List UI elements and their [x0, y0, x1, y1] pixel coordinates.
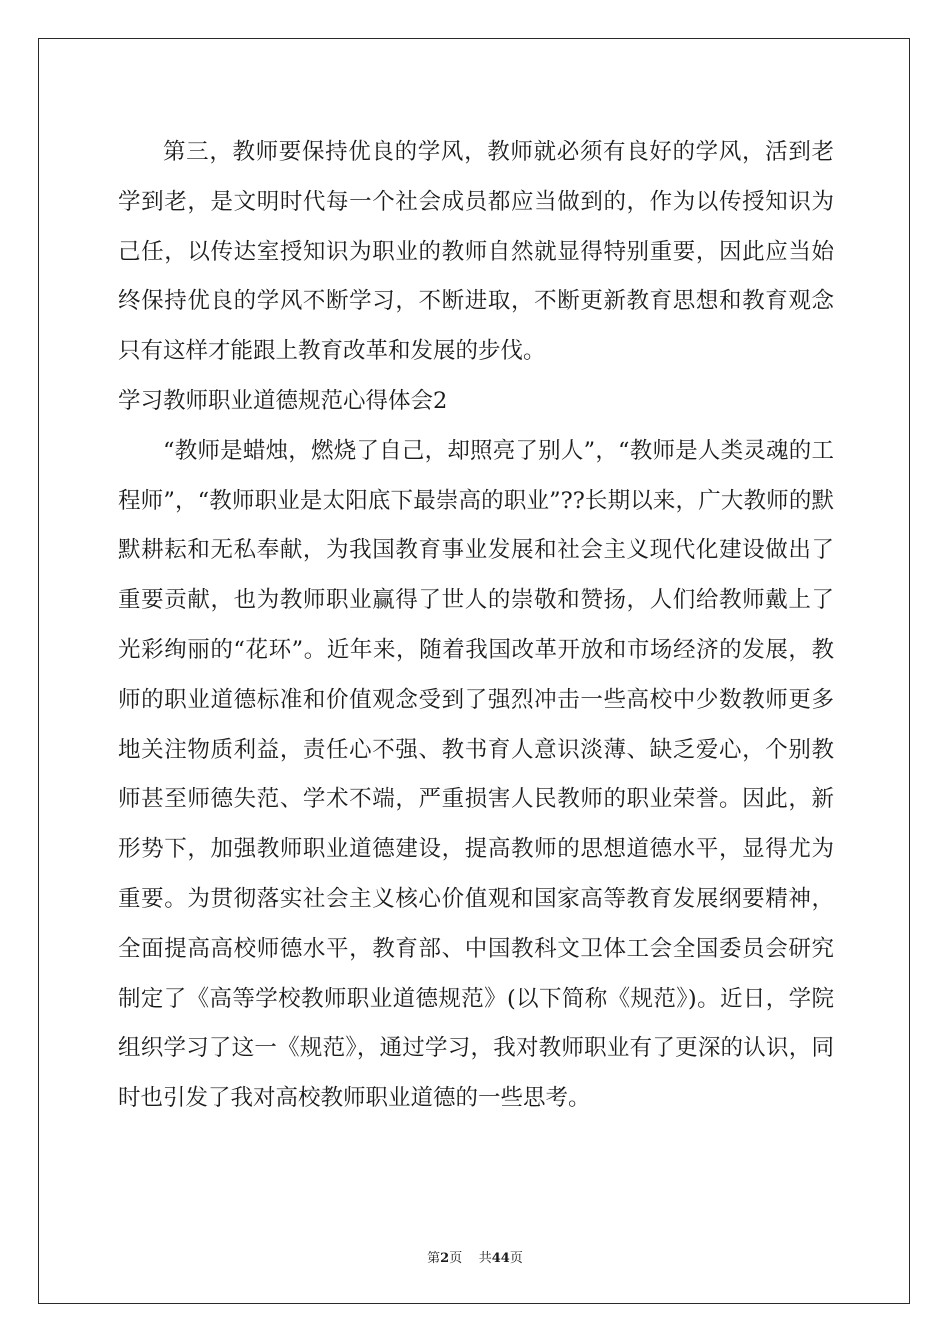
total-suffix: 页: [509, 1251, 523, 1266]
page-suffix: 页: [449, 1251, 463, 1266]
section-heading: 学习教师职业道德规范心得体会2: [118, 387, 448, 414]
page-number: 2: [440, 1251, 450, 1266]
paragraph-body: “教师是蜡烛，燃烧了自己，却照亮了别人”，“教师是人类灵魂的工程师”，“教师职业是太阳底下最崇高的职业”??长期以来，广大教师的默默耕耘和无私奉献，为我国教育事业发展和社会主义现代化建设做出了重要贡献，也为教师职业赢得了世人的崇敬和赞扬，人们给教师戴上了光彩绚丽的“花环”。近年来，随着我国改革开放和市场经济的发展，教师的职业道德标准和价值观念受到了强烈冲击一些高校中少数教师更多地关注物质利益，责任心不强、教书育人意识淡薄、缺乏爱心，个别教师甚至师德失范、学术不端，严重损害人民教师的职业荣誉。因此，新形势下，加强教师职业道德建设，提高教师的思想道德水平，显得尤为重要。为贯彻落实社会主义核心价值观和国家高等教育发展纲要精神，全面提高高校师德水平，教育部、中国教科文卫体工会全国委员会研究制定了《高等学校教师职业道德规范》(以下简称《规范》)。近日，学院组织学习了这一《规范》，通过学习，我对教师职业有了更深的认识，同时也引发了我对高校教师职业道德的一些思考。: [118, 437, 834, 1112]
total-pages: 44: [491, 1251, 510, 1266]
page-footer: [0, 1247, 950, 1266]
total-prefix: 共: [478, 1251, 492, 1266]
paragraph-third-point: 第三，教师要保持优良的学风，教师就必须有良好的学风，活到老学到老，是文明时代每一个社会成员都应当做到的，作为以传授知识为己任，以传达室授知识为职业的教师自然就显得特别重要，因此应当始终保持优良的学风不断学习，不断进取，不断更新教育思想和教育观念只有这样才能跟上教育改革和发展的步伐。: [118, 139, 834, 365]
document-body: [118, 128, 834, 1124]
page-prefix: 第: [427, 1251, 441, 1266]
